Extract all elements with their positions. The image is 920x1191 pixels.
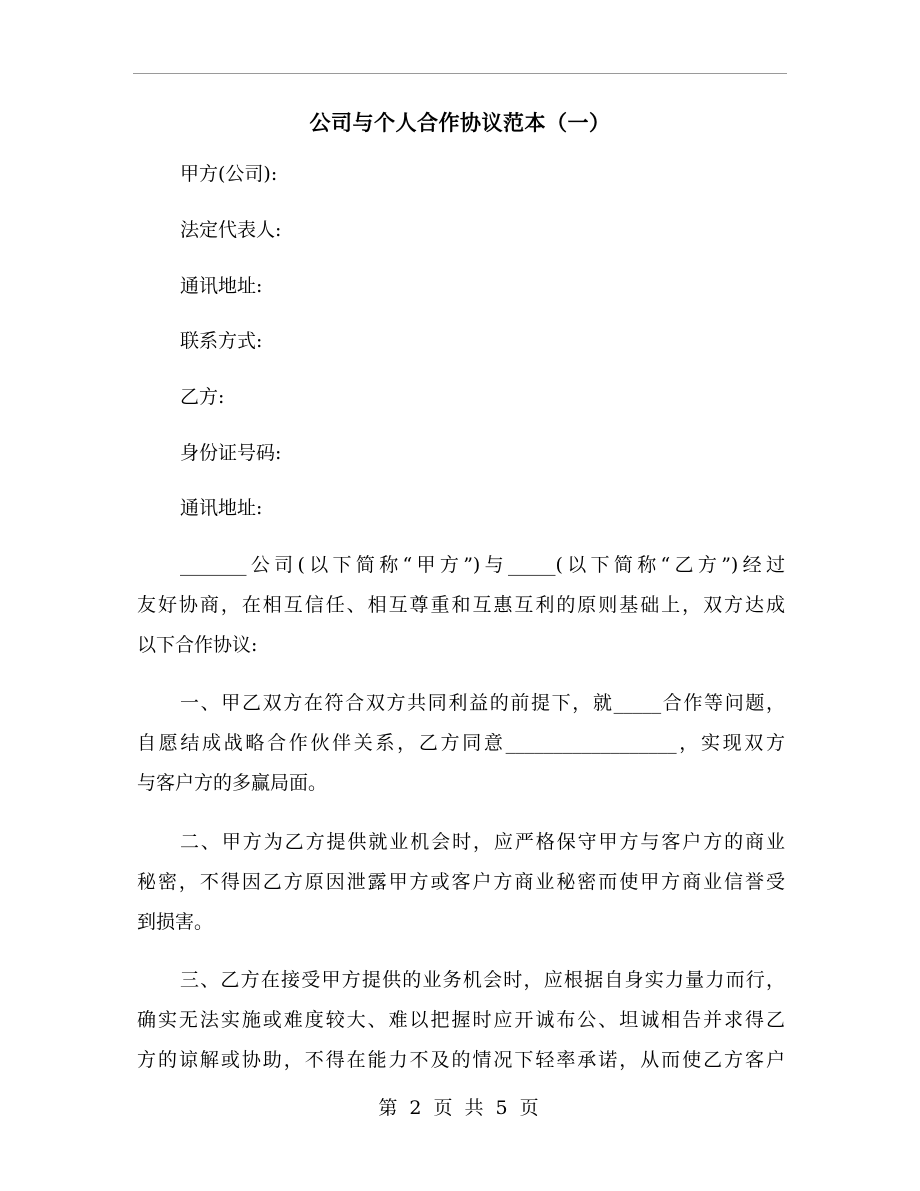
field-legal-rep: 法定代表人: (180, 219, 282, 241)
field-address-b: 通讯地址: (180, 497, 263, 519)
paragraph-line: 自愿结成战略合作伙伴关系，乙方同意__________________，实现双方 (137, 732, 785, 754)
field-contact: 联系方式: (180, 330, 263, 352)
paragraph-intro (137, 545, 785, 665)
paragraph-line: 秘密，不得因乙方原因泄露甲方或客户方商业秘密而使甲方商业信誉受 (137, 871, 785, 893)
field-id-number: 身份证号码: (180, 442, 282, 464)
field-party-a: 甲方(公司): (180, 163, 278, 185)
paragraph-clause-1 (137, 683, 785, 803)
field-party-b: 乙方: (180, 386, 225, 408)
field-address-a: 通讯地址: (180, 275, 263, 297)
document-title: 公司与个人合作协议范本（一） (309, 110, 611, 135)
paragraph-line: 方的谅解或协助，不得在能力不及的情况下轻率承诺，从而使乙方客户 (137, 1049, 785, 1071)
paragraph-line: 与客户方的多赢局面。 (137, 772, 328, 794)
paragraph-line: _______公司(以下简称“甲方”)与_____(以下简称“乙方”)经过 (180, 554, 785, 576)
paragraph-line: 友好协商，在相互信任、相互尊重和互惠互利的原则基础上，双方达成 (137, 594, 785, 616)
paragraph-line: 一、甲乙双方在符合双方共同利益的前提下，就_____合作等问题， (180, 692, 785, 714)
paragraph-line: 三、乙方在接受甲方提供的业务机会时，应根据自身实力量力而行， (180, 969, 785, 991)
header-rule (133, 73, 787, 74)
paragraph-clause-2 (137, 822, 785, 942)
paragraph-line: 确实无法实施或难度较大、难以把握时应开诚布公、坦诚相告并求得乙 (137, 1009, 785, 1031)
paragraph-line: 以下合作协议: (137, 634, 258, 656)
paragraph-clause-3 (137, 960, 785, 1080)
paragraph-line: 二、甲方为乙方提供就业机会时，应严格保守甲方与客户方的商业 (180, 831, 785, 853)
paragraph-line: 到损害。 (137, 911, 214, 933)
page-number: 第 2 页 共 5 页 (378, 1097, 542, 1119)
